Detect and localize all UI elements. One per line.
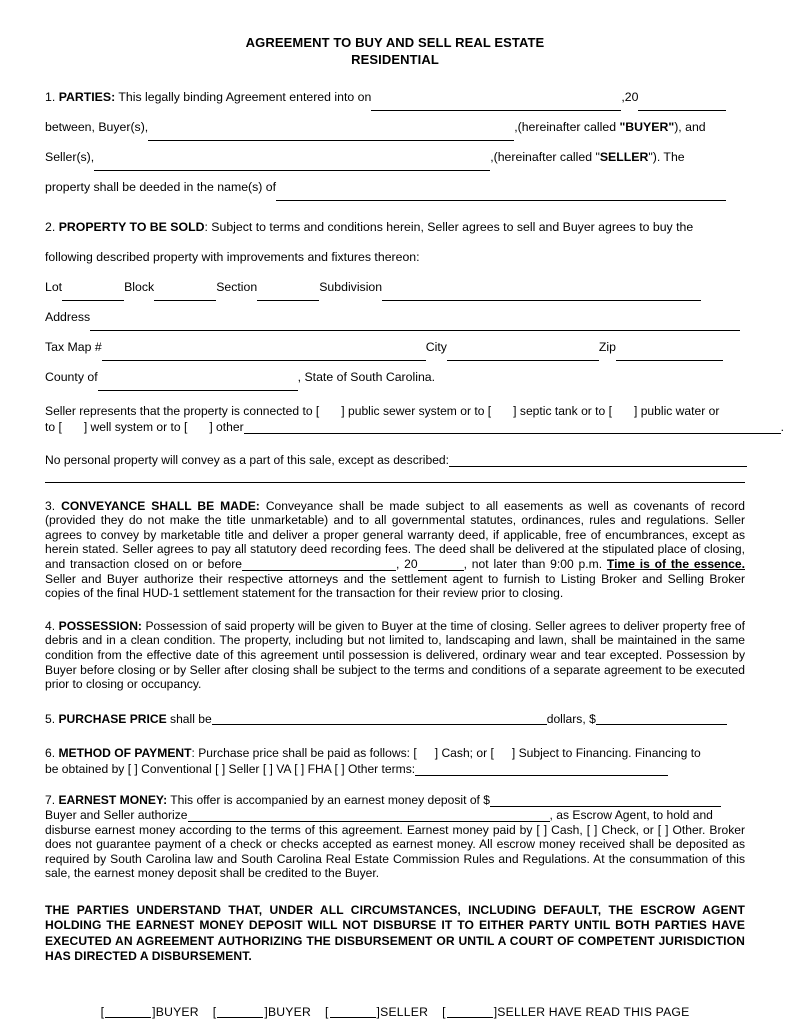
seller-tail-post: "). The: [648, 150, 685, 164]
footer-seller-1-open: [: [324, 1004, 329, 1019]
utilities-other-field[interactable]: [244, 423, 781, 434]
purchase-price-amount-field[interactable]: [596, 714, 727, 725]
earnest-line-1: [45, 793, 745, 808]
parties-line-4: [45, 172, 745, 202]
personal-property-line: [45, 453, 745, 468]
lot-field[interactable]: [62, 290, 124, 301]
subdivision-label: Subdivision: [319, 280, 383, 294]
method-line1-c: ] Subject to Financing. Financing to: [511, 746, 701, 761]
parties-year-prefix: ,20: [621, 90, 639, 104]
property-line-1: [45, 212, 745, 242]
footer-seller-1[interactable]: [325, 1005, 428, 1019]
address-label: Address: [45, 310, 91, 324]
parties-line-1: [45, 82, 745, 112]
section-conveyance: [45, 499, 745, 601]
property-line-2: [45, 242, 745, 272]
seller-term: SELLER: [599, 150, 649, 164]
footer-seller-1-close: ]: [376, 1004, 381, 1019]
footer-buyer-2-open: [: [212, 1004, 217, 1019]
utilities-line-1: [45, 404, 745, 420]
footer-buyer-1-label: BUYER: [155, 1004, 199, 1019]
footer-seller-2-label: SELLER HAVE READ THIS PAGE: [497, 1004, 690, 1019]
property-lot-row: [45, 272, 745, 302]
earnest-line1-text: This offer is accompanied by an earnest money deposit of $: [167, 793, 491, 808]
utilities-well-prefix: to [: [45, 419, 62, 434]
footer-buyer-1-close: ]: [152, 1004, 156, 1019]
footer-buyer-1-initials[interactable]: [105, 1007, 151, 1018]
county-tail: , State of South Carolina.: [297, 370, 436, 384]
footer-seller-1-initials[interactable]: [330, 1007, 376, 1018]
conveyance-heading: CONVEYANCE SHALL BE MADE:: [61, 498, 260, 513]
parties-line1-text: This legally binding Agreement entered into on: [118, 90, 372, 104]
parties-year-field[interactable]: [638, 100, 726, 111]
parties-number: 1.: [45, 90, 56, 104]
utilities-water-label: ] septic tank or to [: [513, 404, 612, 418]
parties-heading: PARTIES:: [58, 90, 116, 104]
escrow-agent-tail: , as Escrow Agent, to hold and: [549, 807, 713, 822]
property-address-row: [45, 302, 745, 332]
utilities-sewer-label: Seller represents that the property is connected to [: [45, 404, 320, 418]
block-label: Block: [124, 280, 155, 294]
section-earnest-money: [45, 793, 745, 881]
utilities-period: .: [780, 419, 784, 434]
section-property: [45, 212, 745, 392]
conveyance-body-1: Conveyance shall be made subject to all easements as well as covenants of record (provided they do not make the title unmarketable) and to all governmental statutes, ordinances, rules and regulations. Seller agrees to convey by marketable title and deliver a proper general warranty deed, if applicable, free of encumbrances, except as herein stated. Seller agrees to pay all statutory deed recording fees. The deed shall be delivered at the stipulated place of closing, and transaction closed on or before: [45, 498, 745, 571]
zip-field[interactable]: [616, 350, 723, 361]
document-title: [45, 34, 745, 68]
utilities-line-2: [45, 419, 784, 436]
method-line-2: [45, 762, 745, 778]
seller-label: Seller(s),: [45, 150, 95, 164]
footer-buyer-1[interactable]: [101, 1005, 199, 1019]
property-taxmap-row: [45, 332, 745, 362]
earnest-deposit-field[interactable]: [490, 796, 721, 807]
method-line2-a[interactable]: be obtained by [ ] Conventional [ ] Seller [ ] VA [ ] FHA [ ] Other terms:: [45, 761, 416, 776]
escrow-notice: THE PARTIES UNDERSTAND THAT, UNDER ALL CIRCUMSTANCES, INCLUDING DEFAULT, THE ESCROW AGENT HOLDING THE EARNEST MONEY DEPOSIT WILL NOT DISBURSE IT TO EITHER PARTY UNTIL BOTH PARTIES HAVE EXECUTED AN AGREEMENT AUTHORIZING THE DISBURSEMENT OR UNTIL A COURT OF COMPETENT JURISDICTION HAS DIRECTED A DISBURSEMENT.: [45, 902, 745, 964]
zip-label: Zip: [598, 340, 617, 354]
escrow-authorize-label: Buyer and Seller authorize: [45, 807, 188, 822]
method-line1-a: : Purchase price shall be paid as follows: [: [191, 746, 417, 761]
city-label: City: [425, 340, 447, 354]
property-number: 2.: [45, 220, 56, 234]
footer-buyer-2-initials[interactable]: [217, 1007, 263, 1018]
footer-seller-2-open: [: [442, 1004, 446, 1019]
earnest-heading: EARNEST MONEY:: [58, 793, 168, 808]
property-intro: : Subject to terms and conditions herein, Seller agrees to sell and Buyer agrees to buy the: [204, 220, 694, 234]
purchase-price-number: 5.: [45, 711, 56, 726]
purchase-price-heading: PURCHASE PRICE: [58, 711, 167, 726]
possession-heading: POSSESSION:: [58, 618, 142, 633]
utilities-water-tail: ] public water or: [633, 404, 720, 418]
earnest-number: 7.: [45, 793, 56, 808]
purchase-price-words-field[interactable]: [212, 714, 547, 725]
lot-label: Lot: [45, 280, 63, 294]
property-county-row: [45, 362, 745, 392]
method-line-1: [45, 746, 745, 762]
personal-property-field[interactable]: [449, 455, 747, 466]
block-field[interactable]: [154, 290, 216, 301]
parties-date-field[interactable]: [371, 100, 621, 111]
section-method-of-payment: [45, 746, 745, 777]
title-line-1: AGREEMENT TO BUY AND SELL REAL ESTATE: [245, 35, 545, 50]
earnest-body: disburse earnest money according to the terms of this agreement. Earnest money paid by [ ] Cash, [ ] Check, or [ ] Other. Broker does not guarantee payment of a check or checks accepted as earnest money. All escrow money received shall be deposited as required by South Carolina law and South Carolina Real Estate Commission Rules and Regulations. At the consummation of this sale, the earnest money deposit shall be credited to the Buyer.: [45, 822, 745, 881]
footer-seller-2[interactable]: [442, 1005, 689, 1019]
city-field[interactable]: [447, 350, 599, 361]
method-other-terms-field[interactable]: [415, 765, 668, 776]
utilities-block: [45, 404, 784, 435]
footer-seller-2-initials[interactable]: [447, 1007, 493, 1018]
seller-tail-pre: ,(hereinafter called ": [490, 150, 600, 164]
footer-buyer-1-open: [: [100, 1004, 105, 1019]
section-parties: [45, 82, 745, 202]
section-possession: [45, 619, 745, 692]
conveyance-emphasis: Time is of the essence.: [606, 556, 745, 571]
section-field[interactable]: [257, 290, 319, 301]
buyer-term: "BUYER": [619, 120, 675, 134]
section-label: Section: [216, 280, 258, 294]
taxmap-label: Tax Map #: [45, 340, 102, 354]
parties-line-2: [45, 112, 745, 142]
address-field[interactable]: [90, 320, 740, 331]
conveyance-body-mid: , 20: [395, 556, 418, 571]
footer-buyer-2-label: BUYER: [267, 1004, 311, 1019]
conveyance-body-2: , not later than 9:00 p.m.: [463, 556, 607, 571]
method-number: 6.: [45, 746, 56, 761]
possession-body: Possession of said property will be given to Buyer at the time of closing. Seller agrees to deliver property free of debris and in a clean condition. The property, including but not limited to, landscaping and lawn, shall be maintained in the same condition from the effective date of this agreement until possession is delivered, ordinary wear and tear excepted. Possession by Buyer before closing or by Seller after closing shall be subject to the terms and conditions of a separate agreement to be executed prior to closing or occupancy.: [45, 618, 745, 692]
utilities-other-word: ] other: [209, 419, 244, 434]
conveyance-number: 3.: [45, 498, 56, 513]
subdivision-field[interactable]: [382, 290, 701, 301]
parties-line-3: [45, 142, 745, 172]
personal-property-label: No personal property will convey as a part of this sale, except as described:: [45, 453, 450, 467]
footer-buyer-2[interactable]: [213, 1005, 311, 1019]
title-line-2: RESIDENTIAL: [351, 52, 439, 67]
purchase-price-text: shall be: [166, 711, 212, 726]
closing-date-field[interactable]: [242, 559, 396, 570]
county-field[interactable]: [98, 380, 298, 391]
purchase-price-dollars-label: dollars, $: [546, 711, 596, 726]
utilities-other-label: ] well system or to [: [83, 419, 188, 434]
property-heading: PROPERTY TO BE SOLD: [58, 220, 205, 234]
seller-name-field[interactable]: [94, 160, 490, 171]
personal-property-block: [45, 453, 745, 483]
utilities-septic-label: ] public sewer system or to [: [341, 404, 492, 418]
method-line1-b: ] Cash; or [: [434, 746, 494, 761]
section-purchase-price: [45, 712, 745, 727]
taxmap-field[interactable]: [102, 350, 426, 361]
buyer-name-field[interactable]: [148, 130, 514, 141]
footer-seller-2-close: ]: [493, 1004, 498, 1019]
footer-seller-1-label: SELLER: [380, 1004, 429, 1019]
page-signature-footer: [45, 1005, 745, 1019]
method-heading: METHOD OF PAYMENT: [58, 746, 192, 761]
closing-year-field[interactable]: [418, 559, 464, 570]
deed-name-field[interactable]: [276, 190, 726, 201]
county-label: County of: [45, 370, 98, 384]
conveyance-body-3: Seller and Buyer authorize their respective attorneys and the settlement agent to furnish to Listing Broker and Selling Broker copies of the final HUD-1 settlement statement for the transaction for their review prior to closing.: [45, 571, 745, 601]
buyer-tail-pre: ,(hereinafter called: [514, 120, 620, 134]
buyer-label: between, Buyer(s),: [45, 120, 149, 134]
property-intro-2: following described property with improvements and fixtures thereon:: [45, 250, 420, 264]
possession-number: 4.: [45, 618, 56, 633]
escrow-agent-field[interactable]: [188, 810, 550, 821]
earnest-line-2: [45, 808, 745, 823]
buyer-tail-post: ), and: [674, 120, 706, 134]
deed-name-label: property shall be deeded in the name(s) of: [45, 180, 277, 194]
footer-buyer-2-close: ]: [264, 1004, 268, 1019]
